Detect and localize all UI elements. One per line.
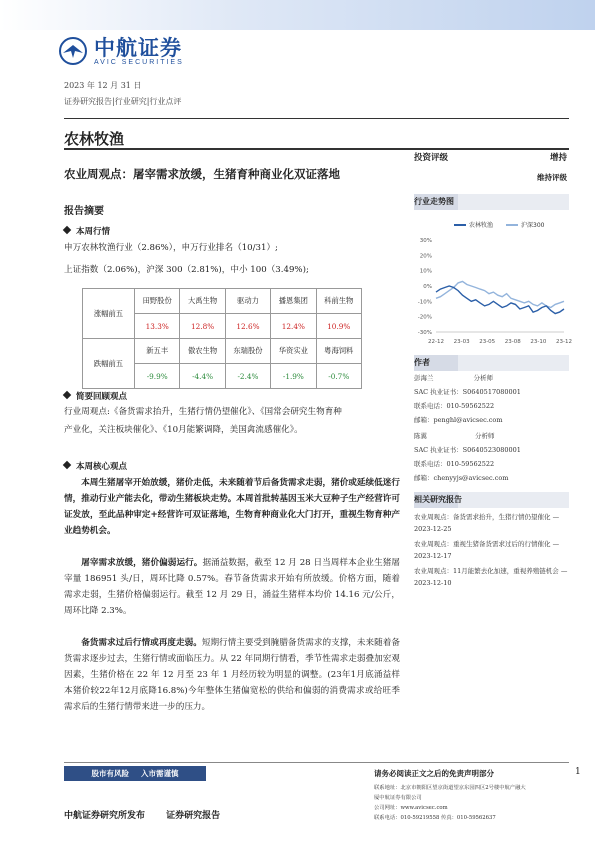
gainer-pct: 12.8% (180, 314, 225, 339)
loser-pct: -1.9% (271, 364, 316, 389)
table-row (83, 339, 362, 364)
authors-section-header: 作者 (414, 355, 569, 371)
related-report-1[interactable]: 农业周观点：备货需求抬升，生猪行情仍望催化 —2023-12-25 (414, 513, 560, 533)
analyst-2-phone: 联系电话：010-59562522 (414, 460, 495, 468)
x-tick-label: 23-10 (530, 339, 547, 345)
gainer-name: 驱动力 (225, 289, 270, 314)
analyst-2-email (414, 473, 508, 484)
core-paragraph-1: 本周生猪屠宰开始放缓，猪价走低，未来随着节后备货需求走弱，猪价或延续低迷行情，推动行业产能去化，带动生猪板块走势。本周首批转基因玉米大豆种子生产经营许可证发放，至此品种审定+经营许可双证落地，生物育种商业化大门打开，重视生物育种产业趋势机会。 (64, 478, 400, 536)
y-tick-label: -20% (417, 314, 432, 321)
risk-warning-1: 股市有风险 (91, 769, 129, 778)
review-line-1: 行业周观点:《备货需求抬升，生猪行情仍望催化》、《国常会研究生物育种 (64, 407, 342, 417)
sector-divider (64, 148, 569, 150)
analyst-1-name: 彭海兰 分析师 (414, 374, 493, 382)
y-tick-label: 10% (419, 268, 432, 275)
analyst-2-email-link[interactable]: 邮箱：chenyyjs@avicsec.com (414, 474, 509, 482)
gainer-name: 播恩集团 (271, 289, 316, 314)
rating-value: 增持 (549, 153, 567, 163)
gainer-pct: 10.9% (316, 314, 361, 339)
rating-note: 维持评级 (537, 173, 567, 182)
y-tick-label: 20% (419, 253, 432, 260)
rating-label: 投资评级 (414, 153, 449, 163)
related-section-header: 相关研究报告 (414, 492, 569, 508)
core-title: 本周核心观点 (64, 460, 127, 472)
report-headline: 农业周观点：屠宰需求放缓，生猪育种商业化双证落地 (64, 167, 340, 181)
footer-divider (64, 762, 569, 763)
footer-address-1: 联系地址：北京市朝阳区望京街道望京东园四区2号楼中航产融大 (374, 785, 526, 791)
gainer-name: 大禹生物 (180, 289, 225, 314)
x-tick-label: 23-12 (556, 339, 572, 345)
series-line-csi300 (436, 281, 564, 307)
y-tick-label: -10% (417, 299, 432, 306)
table-row (83, 289, 362, 314)
loser-pct: -4.4% (180, 364, 225, 389)
loser-name: 东瑞股份 (225, 339, 270, 364)
gainers-label: 涨幅前五 (83, 289, 135, 339)
market-line-1: 申万农林牧渔行业（2.86%），申万行业排名（10/31）; (64, 243, 278, 253)
brand-name-cn: 中航证券 (94, 35, 182, 60)
weekly-market-title: 本周行情 (64, 225, 110, 237)
diamond-bullet-icon (63, 461, 71, 469)
diamond-bullet-icon (63, 391, 71, 399)
y-tick-label: 0% (423, 284, 432, 290)
analyst-2-license: SAC 执业证书：S0640523080001 (414, 446, 521, 454)
losers-label: 跌幅前五 (83, 339, 135, 389)
top-gradient-band (0, 0, 595, 30)
loser-pct: -2.4% (225, 364, 270, 389)
loser-pct: -0.7% (316, 364, 361, 389)
analyst-2-name: 陈翼 分析师 (414, 432, 495, 440)
footer-address-2: 厦中航证券有限公司 (374, 795, 422, 801)
brand-logo (58, 36, 184, 66)
avic-logo-icon (58, 36, 88, 66)
movers-table (82, 288, 362, 389)
loser-name: 华资实业 (271, 339, 316, 364)
trend-section-header: 行业走势图 (414, 194, 569, 210)
gainer-pct: 12.4% (271, 314, 316, 339)
gainer-pct: 13.3% (135, 314, 180, 339)
sector-title: 农林牧渔 (64, 130, 125, 148)
industry-trend-chart (408, 216, 570, 348)
header-divider (64, 118, 569, 119)
gainer-name: 科前生物 (316, 289, 361, 314)
x-tick-label: 23-08 (504, 339, 521, 345)
market-line-2: 上证指数（2.06%)，沪深 300（2.81%)，中小 100（3.49%); (64, 265, 309, 275)
x-tick-label: 23-03 (453, 339, 470, 345)
risk-warning-box (64, 766, 206, 781)
footer-phone-fax: 联系电话：010-59219558 传真：010-59562637 (374, 815, 496, 821)
gainer-name: 田野股份 (135, 289, 180, 314)
x-tick-label: 22-12 (428, 339, 444, 345)
disclaimer-note: 请务必阅读正文之后的免责声明部分 (374, 769, 494, 778)
y-tick-label: -30% (417, 330, 432, 336)
review-line-2: 产业化，关注板块催化》、《10月能繁调降，美国禽流感催化》。 (64, 425, 303, 435)
core-paragraph-3: 备货需求过后行情或再度走弱。短期行情主要受到腌腊备货需求的支撑，未来随着备货需求逐步过去，生猪行情或面临压力。从 22 年同期行情看，季节性需求走弱叠加宏观因素，生猪价格在 22 年 12 月至 23 年 1 月经历较为明显的调整。(23年1月底涌益样本猪价较22年12月底降16.8%)今年整体生猪偏宽松的供给和偏弱的消费需求或给旺季需求后的生猪行情带来进一步的压力。 (64, 638, 400, 712)
core-paragraph-2: 屠宰需求放缓，猪价偏弱运行。据涌益数据，截至 12 月 28 日当周样本企业生猪屠宰量 186951 头/日，周环比降 0.57%。春节备货需求开始有所放缓。价格方面，随着需求走弱，生猪价格偏弱运行。截至 12 月 29 日，涌益生猪样本均价 14.16 元/公斤，周环比降 2.3%。 (64, 558, 400, 616)
page-number: 1 (575, 767, 581, 777)
loser-name: 新五丰 (135, 339, 180, 364)
report-type: 证券研究报告 (166, 811, 221, 821)
series-line-agriculture (436, 286, 564, 314)
related-report-3[interactable]: 农业周观点：11月能繁去化加速，重视养殖链机会 —2023-12-10 (414, 567, 568, 587)
brand-name-en: AVIC SECURITIES (94, 58, 184, 66)
analyst-1-email (414, 415, 503, 426)
footer-publisher (64, 808, 238, 821)
loser-name: 傲农生物 (180, 339, 225, 364)
y-tick-label: 30% (419, 238, 432, 244)
legend-label: 农林牧渔 (469, 222, 494, 229)
footer-website[interactable]: 公司网址：www.avicsec.com (374, 805, 448, 811)
report-date: 2023 年 12 月 31 日 (64, 81, 142, 90)
diamond-bullet-icon (63, 226, 71, 234)
breadcrumb: 证券研究报告|行业研究|行业点评 (64, 97, 182, 106)
analyst-1-email-link[interactable]: 邮箱：penghl@avicsec.com (414, 416, 503, 424)
analyst-1-license: SAC 执业证书：S0640517080001 (414, 388, 521, 396)
loser-pct: -9.9% (135, 364, 180, 389)
summary-title: 报告摘要 (64, 206, 104, 217)
related-report-2[interactable]: 农业周观点：重视生猪备货需求过后的行情催化 —2023-12-17 (414, 540, 560, 560)
publisher-name: 中航证券研究所发布 (64, 811, 146, 821)
review-title: 简要回顾观点 (64, 390, 127, 402)
risk-warning-2: 入市需谨慎 (141, 769, 179, 778)
analyst-1-phone: 联系电话：010-59562522 (414, 402, 495, 410)
gainer-pct: 12.6% (225, 314, 270, 339)
loser-name: 粤海饲料 (316, 339, 361, 364)
legend-label: 沪深300 (521, 222, 545, 229)
x-tick-label: 23-05 (479, 339, 496, 345)
